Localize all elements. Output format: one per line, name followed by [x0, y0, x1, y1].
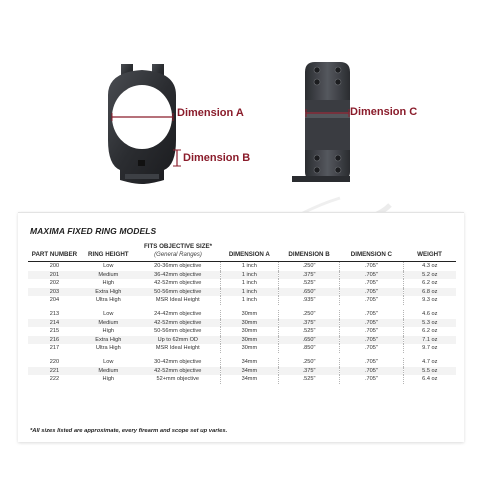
table-row: [28, 271, 456, 280]
ring-height-cell: High: [81, 279, 136, 288]
objective-cell: 52+mm objective: [136, 375, 221, 384]
dimension-b-cell: .375": [278, 271, 339, 280]
weight-cell: 7.1 oz: [403, 336, 456, 345]
spec-table: [28, 243, 456, 384]
header-ring-height: RING HEIGHT: [81, 243, 136, 262]
part-number-cell: 215: [28, 327, 81, 336]
objective-cell: 50-56mm objective: [136, 327, 221, 336]
ring-diagrams: [0, 0, 480, 215]
weight-cell: 6.2 oz: [403, 327, 456, 336]
objective-cell: 20-36mm objective: [136, 262, 221, 271]
objective-cell: 24-42mm objective: [136, 310, 221, 319]
part-number-cell: 217: [28, 344, 81, 353]
weight-cell: 9.7 oz: [403, 344, 456, 353]
table-row: [28, 310, 456, 319]
part-number-cell: 222: [28, 375, 81, 384]
objective-cell: MSR Ideal Height: [136, 296, 221, 305]
weight-cell: 5.2 oz: [403, 271, 456, 280]
weight-cell: 6.2 oz: [403, 279, 456, 288]
dimension-c-cell: .705": [340, 367, 403, 376]
objective-cell: 42-52mm objective: [136, 319, 221, 328]
ring-height-cell: Low: [81, 262, 136, 271]
ring-height-cell: Ultra High: [81, 344, 136, 353]
part-number-cell: 204: [28, 296, 81, 305]
part-number-cell: 201: [28, 271, 81, 280]
part-number-cell: 213: [28, 310, 81, 319]
part-number-cell: 214: [28, 319, 81, 328]
dimension-c-cell: .705": [340, 279, 403, 288]
dimension-a-cell: 1 inch: [220, 288, 278, 297]
objective-cell: 36-42mm objective: [136, 271, 221, 280]
dimension-a-cell: 30mm: [220, 336, 278, 345]
objective-cell: MSR Ideal Height: [136, 344, 221, 353]
dimension-c-cell: .705": [340, 327, 403, 336]
dimension-b-cell: .525": [278, 375, 339, 384]
dimension-a-cell: 1 inch: [220, 262, 278, 271]
objective-cell: 50-56mm objective: [136, 288, 221, 297]
objective-cell: 30-42mm objective: [136, 358, 221, 367]
dimension-c-cell: .705": [340, 271, 403, 280]
weight-cell: 5.5 oz: [403, 367, 456, 376]
weight-cell: 6.8 oz: [403, 288, 456, 297]
table-title: MAXIMA FIXED RING MODELS: [30, 226, 157, 236]
part-number-cell: 216: [28, 336, 81, 345]
dimension-b-cell: .935": [278, 296, 339, 305]
dimension-b-cell: .375": [278, 319, 339, 328]
header-fits-objective-sub: (General Ranges): [154, 252, 202, 258]
table-row: [28, 358, 456, 367]
dimension-c-cell: .705": [340, 336, 403, 345]
dimension-a-cell: 34mm: [220, 367, 278, 376]
weight-cell: 5.3 oz: [403, 319, 456, 328]
ring-height-cell: Medium: [81, 319, 136, 328]
dimension-c-cell: .705": [340, 358, 403, 367]
ring-height-cell: Extra High: [81, 288, 136, 297]
dimension-b-cell: .525": [278, 279, 339, 288]
part-number-cell: 221: [28, 367, 81, 376]
dimension-a-cell: 30mm: [220, 319, 278, 328]
table-row: [28, 279, 456, 288]
dimension-c-cell: .705": [340, 319, 403, 328]
dimension-a-cell: 1 inch: [220, 271, 278, 280]
header-dimension-c: DIMENSION C: [340, 243, 403, 262]
dimension-b-cell: .650": [278, 288, 339, 297]
header-weight: WEIGHT: [403, 243, 456, 262]
table-row: [28, 344, 456, 353]
part-number-cell: 200: [28, 262, 81, 271]
dimension-b-cell: .250": [278, 310, 339, 319]
table-row: [28, 319, 456, 328]
dimension-c-cell: .705": [340, 375, 403, 384]
ring-height-cell: High: [81, 327, 136, 336]
table-row: [28, 296, 456, 305]
objective-cell: 42-52mm objective: [136, 367, 221, 376]
weight-cell: 4.3 oz: [403, 262, 456, 271]
dimension-b-cell: .375": [278, 367, 339, 376]
table-header-row: [28, 243, 456, 262]
ring-height-cell: Medium: [81, 271, 136, 280]
header-fits-objective: [136, 243, 221, 262]
part-number-cell: 220: [28, 358, 81, 367]
dimension-b-cell: .250": [278, 262, 339, 271]
table-row: [28, 336, 456, 345]
dimension-c-cell: .705": [340, 296, 403, 305]
dimension-c-cell: .705": [340, 310, 403, 319]
dimension-a-cell: 30mm: [220, 344, 278, 353]
front-ring-view: [108, 64, 181, 184]
ring-height-cell: Medium: [81, 367, 136, 376]
objective-cell: 42-52mm objective: [136, 279, 221, 288]
dimension-c-cell: .705": [340, 344, 403, 353]
table-body: [28, 262, 456, 384]
dimension-b-cell: .650": [278, 336, 339, 345]
dimension-b-label: Dimension B: [183, 152, 251, 164]
objective-cell: Up to 62mm OD: [136, 336, 221, 345]
table-row: [28, 288, 456, 297]
header-part-number: PART NUMBER: [28, 243, 81, 262]
ring-height-cell: Low: [81, 310, 136, 319]
dimension-c-cell: .705": [340, 288, 403, 297]
table-row: [28, 327, 456, 336]
ring-height-cell: Ultra High: [81, 296, 136, 305]
spec-table-panel: [18, 212, 464, 442]
weight-cell: 4.6 oz: [403, 310, 456, 319]
dimension-a-cell: 30mm: [220, 327, 278, 336]
part-number-cell: 203: [28, 288, 81, 297]
dimension-a-cell: 1 inch: [220, 279, 278, 288]
dimension-a-cell: 30mm: [220, 310, 278, 319]
footnote: *All sizes listed are approximate, every firearm and scope set up varies.: [30, 428, 228, 434]
side-ring-view: [292, 62, 350, 182]
ring-height-cell: Extra High: [81, 336, 136, 345]
table-row: [28, 262, 456, 271]
dimension-c-label: Dimension C: [350, 106, 418, 118]
table-row: [28, 375, 456, 384]
dimension-a-cell: 1 inch: [220, 296, 278, 305]
header-dimension-b: DIMENSION B: [278, 243, 339, 262]
dimension-c-cell: .705": [340, 262, 403, 271]
weight-cell: 9.3 oz: [403, 296, 456, 305]
ring-height-cell: High: [81, 375, 136, 384]
ring-height-cell: Low: [81, 358, 136, 367]
dimension-a-label: Dimension A: [177, 107, 244, 119]
dimension-a-cell: 34mm: [220, 375, 278, 384]
header-fits-objective-label: FITS OBJECTIVE SIZE*: [143, 243, 213, 250]
weight-cell: 4.7 oz: [403, 358, 456, 367]
dimension-b-cell: .850": [278, 344, 339, 353]
dimension-b-cell: .250": [278, 358, 339, 367]
header-dimension-a: DIMENSION A: [220, 243, 278, 262]
weight-cell: 6.4 oz: [403, 375, 456, 384]
dimension-a-cell: 34mm: [220, 358, 278, 367]
part-number-cell: 202: [28, 279, 81, 288]
dimension-b-cell: .525": [278, 327, 339, 336]
table-row: [28, 367, 456, 376]
